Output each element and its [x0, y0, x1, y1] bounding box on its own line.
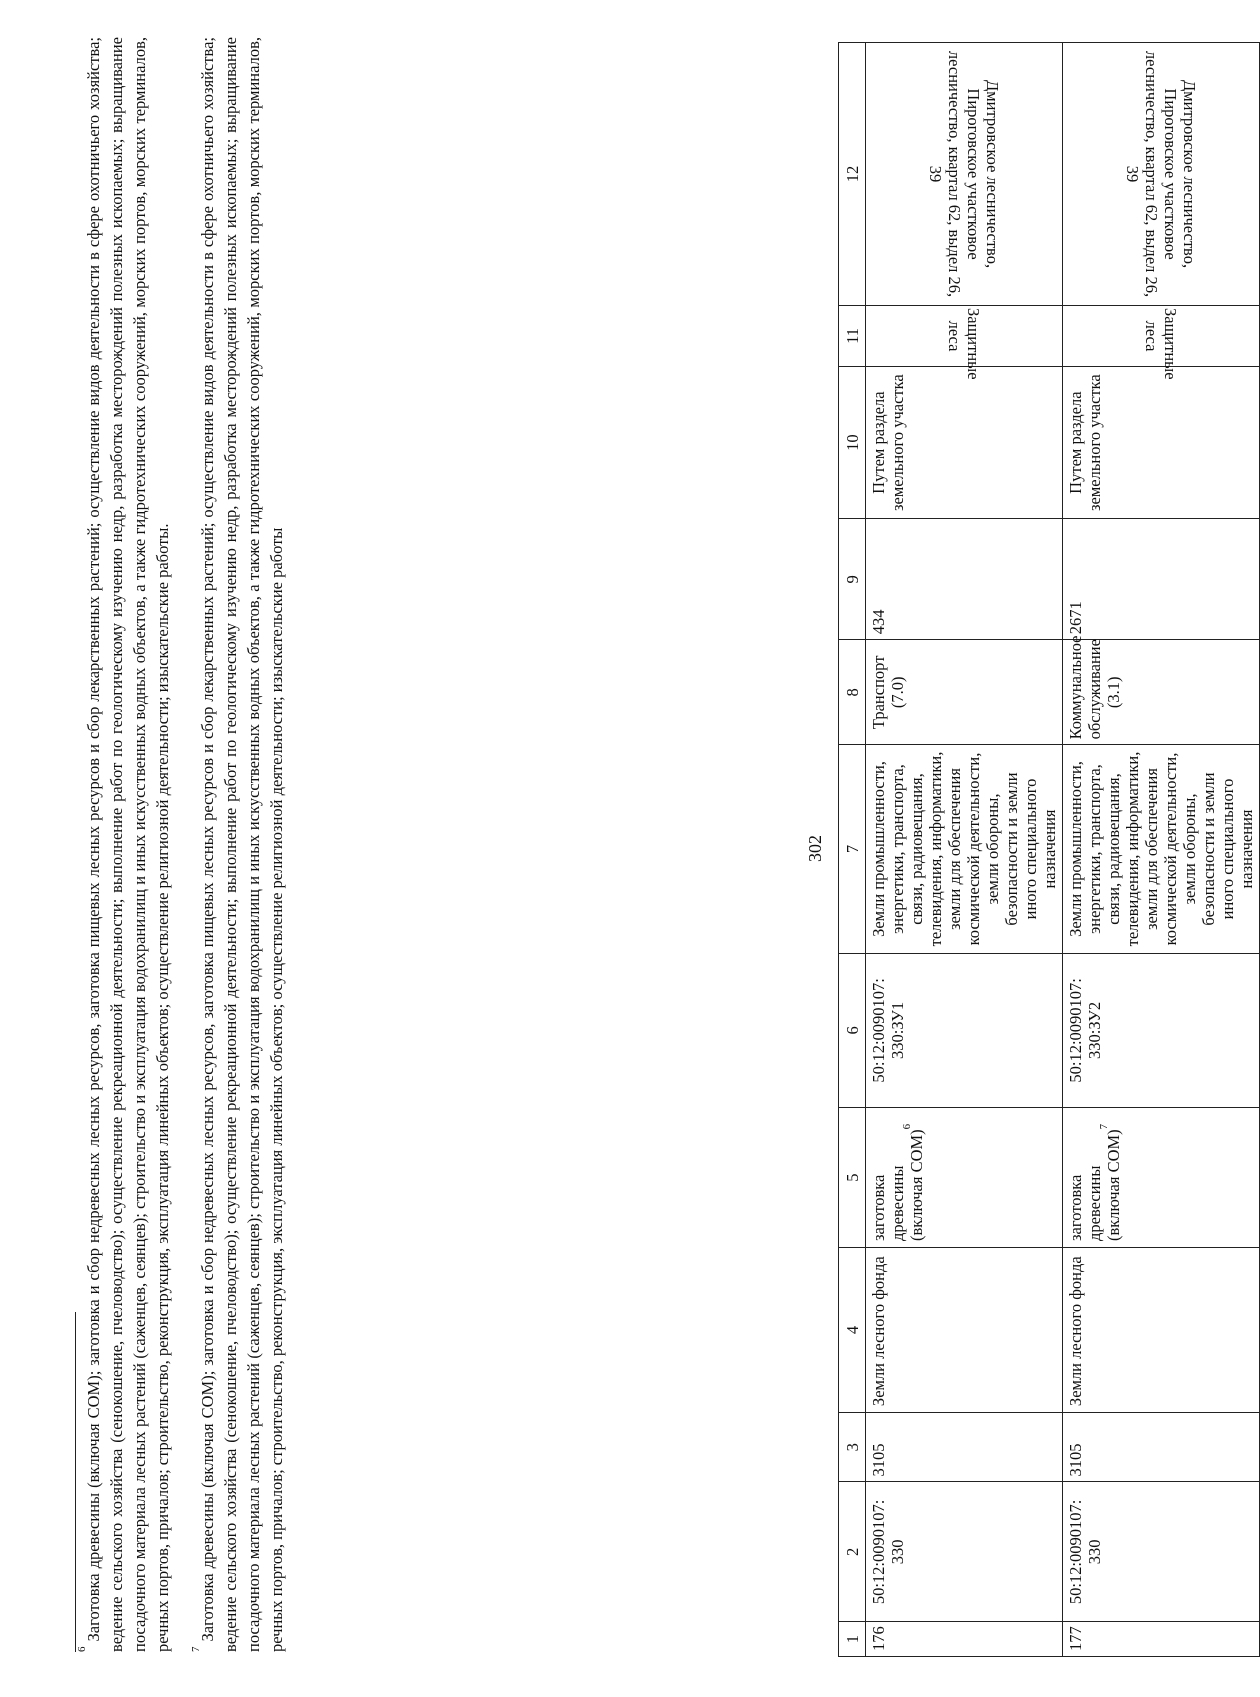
table-row [1063, 43, 1260, 1657]
permitted-use: Коммунальное обслуживание (3.1) [1063, 640, 1260, 745]
forest-type: Защитные леса [945, 307, 983, 380]
col-num-9: 9 [839, 519, 866, 640]
plot-number: 50:12:0090107: 330:ЗУ1 [866, 953, 1063, 1108]
col-num-5: 5 [839, 1108, 866, 1248]
table-row [866, 43, 1063, 1657]
land-designation: Земли промышленности, энергетики, транспорта, связи, радиовещания, телевидения, информатики, земли для обеспечения космической деятельности, земли обороны, безопасности и земли иного специального назначения [866, 745, 1063, 953]
land-category: Земли лесного фонда [866, 1248, 1063, 1413]
footnote-text: Заготовка древесины (включая СОМ); заготовка и сбор недревесных лесных ресурсов, заготовка пищевых лесных ресурсов и сбор лекарственных растений; осуществление видов деятельности в сфере охотничьего хозяйства; ведение сельского хозяйства (сенокошение, пчеловодство); осуществление рекреационной деятельности; выполнение работ по геологическому изучению недр, разработка месторождений полезных ископаемых; выращивание посадочного материала лесных растений (саженцев, сеянцев); строительство и эксплуатация водохранилищ и иных искусственных водных объектов, а также гидротехнических сооружений, морских портов, морских терминалов, речных портов, причалов; строительство, реконструкция, эксплуатация линейных объектов; осуществление религиозной деятельности; изыскательские работы. [84, 37, 172, 1652]
footnote-divider [75, 1312, 76, 1652]
col-num-7: 7 [839, 745, 866, 953]
row-number: 177 [1063, 1622, 1260, 1657]
col-num-10: 10 [839, 366, 866, 518]
location-cell [866, 43, 1063, 306]
footnote-7 [190, 37, 288, 1652]
land-plot-table [838, 42, 1260, 1657]
location: Дмитровское лесничество, Пироговское участковое лесничество, квартал 62, выдел 26, 39 [1123, 50, 1199, 298]
plot-area: 2671 [1063, 519, 1260, 640]
cadastral-number: 50:12:0090107: 330 [1063, 1482, 1260, 1622]
permitted-use: Транспорт (7.0) [866, 640, 1063, 745]
plot-number: 50:12:0090107: 330:ЗУ2 [1063, 953, 1260, 1108]
location: Дмитровское лесничество, Пироговское участковое лесничество, квартал 62, выдел 26, 39 [926, 50, 1002, 298]
column-number-row [839, 43, 866, 1657]
col-num-4: 4 [839, 1248, 866, 1413]
row-number: 176 [866, 1622, 1063, 1657]
col-num-8: 8 [839, 640, 866, 745]
area-value: 3105 [866, 1413, 1063, 1482]
formation-method: Путем раздела земельного участка [866, 366, 1063, 518]
col-num-2: 2 [839, 1482, 866, 1622]
footnote-text: Заготовка древесины (включая СОМ); заготовка и сбор недревесных лесных ресурсов, заготовка пищевых лесных ресурсов и сбор лекарственных растений; осуществление видов деятельности в сфере охотничьего хозяйства; ведение сельского хозяйства (сенокошение, пчеловодство); осуществление рекреационной деятельности; выполнение работ по геологическому изучению недр, разработка месторождений полезных ископаемых; выращивание посадочного материала лесных растений (саженцев, сеянцев); строительство и эксплуатация водохранилищ и иных искусственных водных объектов, а также гидротехнических сооружений, морских портов, морских терминалов, речных портов, причалов; строительство, реконструкция, эксплуатация линейных объектов; осуществление религиозной деятельности; изыскательские работы [198, 37, 286, 1652]
col-num-3: 3 [839, 1413, 866, 1482]
use-type [1063, 1108, 1260, 1248]
footnote-ref: 7 [1098, 1123, 1110, 1130]
area-value: 3105 [1063, 1413, 1260, 1482]
col-num-12: 12 [839, 43, 866, 306]
forest-type-cell [1063, 305, 1260, 380]
page-number: 302 [805, 835, 825, 862]
forest-type-cell [866, 305, 1063, 380]
use-type-text: заготовка древесины (включая СОМ) [869, 1129, 926, 1241]
footnote-mark: 6 [76, 1646, 88, 1652]
land-category: Земли лесного фонда [1063, 1248, 1260, 1413]
col-num-6: 6 [839, 953, 866, 1108]
col-num-11: 11 [839, 305, 866, 366]
formation-method: Путем раздела земельного участка [1063, 366, 1260, 518]
cadastral-number: 50:12:0090107: 330 [866, 1482, 1063, 1622]
use-type [866, 1108, 1063, 1248]
forest-type: Защитные леса [1142, 307, 1180, 380]
col-num-1: 1 [839, 1622, 866, 1657]
land-designation: Земли промышленности, энергетики, транспорта, связи, радиовещания, телевидения, информатики, земли для обеспечения космической деятельности, земли обороны, безопасности и земли иного специального назначения [1063, 745, 1260, 953]
footnote-mark: 7 [190, 1646, 202, 1652]
location-cell [1063, 43, 1260, 306]
use-type-text: заготовка древесины (включая СОМ) [1066, 1129, 1123, 1241]
footnotes-section [75, 37, 310, 1652]
footnote-6 [76, 37, 174, 1652]
footnote-ref: 6 [901, 1123, 913, 1130]
plot-area: 434 [866, 519, 1063, 640]
